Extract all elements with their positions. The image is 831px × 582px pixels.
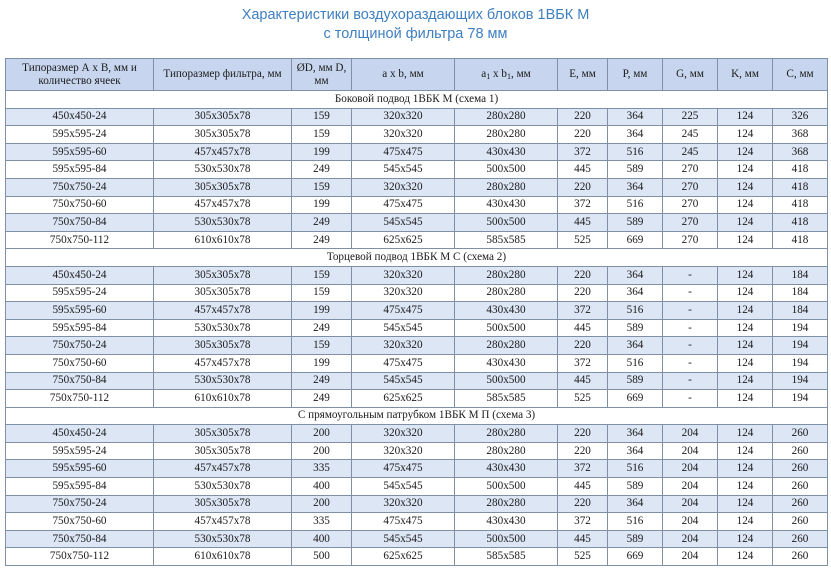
table-cell: 320х320 <box>352 284 455 302</box>
table-cell: 372 <box>558 302 608 320</box>
table-cell: 525 <box>558 231 608 249</box>
table-cell: 320х320 <box>352 178 455 196</box>
table-cell: 457х457х78 <box>154 354 292 372</box>
table-cell: 625х625 <box>352 231 455 249</box>
table-cell: 204 <box>663 513 718 531</box>
table-cell: 305х305х78 <box>154 108 292 126</box>
table-cell: 124 <box>718 425 773 443</box>
page-title-line2: с толщиной фильтра 78 мм <box>323 26 508 42</box>
table-cell: 595х595-84 <box>6 478 154 496</box>
table-cell: 589 <box>608 319 663 337</box>
table-cell: 249 <box>292 214 352 232</box>
table-cell: 418 <box>773 161 828 179</box>
table-cell: 194 <box>773 319 828 337</box>
table-cell: 305х305х78 <box>154 178 292 196</box>
header-k: K, мм <box>718 59 773 91</box>
table-cell: 445 <box>558 214 608 232</box>
table-cell: 400 <box>292 478 352 496</box>
table-cell: 124 <box>718 266 773 284</box>
table-cell: 200 <box>292 425 352 443</box>
table-cell: 220 <box>558 108 608 126</box>
table-row <box>6 161 828 179</box>
table-cell: 124 <box>718 126 773 144</box>
table-cell: 260 <box>773 530 828 548</box>
table-cell: 450х450-24 <box>6 425 154 443</box>
table-cell: 475х475 <box>352 460 455 478</box>
table-cell: 500 <box>292 548 352 566</box>
table-cell: 280х280 <box>455 495 558 513</box>
table-cell: 124 <box>718 513 773 531</box>
table-cell: 159 <box>292 284 352 302</box>
table-cell: 750х750-60 <box>6 196 154 214</box>
table-cell: 280х280 <box>455 178 558 196</box>
table-cell: 184 <box>773 266 828 284</box>
table-cell: 249 <box>292 390 352 408</box>
table-cell: 445 <box>558 319 608 337</box>
table-cell: 184 <box>773 284 828 302</box>
table-cell: 199 <box>292 143 352 161</box>
table-cell: 280х280 <box>455 442 558 460</box>
table-cell: 220 <box>558 126 608 144</box>
table-row <box>6 266 828 284</box>
table-row <box>6 108 828 126</box>
table-cell: 430х430 <box>455 143 558 161</box>
table-cell: 500х500 <box>455 530 558 548</box>
table-cell: 589 <box>608 530 663 548</box>
table-cell: 372 <box>558 460 608 478</box>
table-cell: - <box>663 266 718 284</box>
table-cell: 430х430 <box>455 460 558 478</box>
table-cell: 750х750-84 <box>6 214 154 232</box>
table-row <box>6 302 828 320</box>
table-cell: 220 <box>558 425 608 443</box>
table-cell: 625х625 <box>352 548 455 566</box>
table-cell: 220 <box>558 337 608 355</box>
table-cell: 249 <box>292 319 352 337</box>
table-cell: 124 <box>718 354 773 372</box>
table-cell: 457х457х78 <box>154 302 292 320</box>
table-cell: 124 <box>718 478 773 496</box>
table-cell: 124 <box>718 442 773 460</box>
table-row <box>6 354 828 372</box>
table-cell: 516 <box>608 143 663 161</box>
table-row <box>6 196 828 214</box>
table-cell: 335 <box>292 513 352 531</box>
table-cell: 750х750-84 <box>6 372 154 390</box>
table-cell: 750х750-84 <box>6 530 154 548</box>
table-cell: 364 <box>608 126 663 144</box>
table-cell: 418 <box>773 214 828 232</box>
table-cell: 194 <box>773 337 828 355</box>
table-cell: 124 <box>718 460 773 478</box>
table-cell: 199 <box>292 302 352 320</box>
table-cell: 450х450-24 <box>6 108 154 126</box>
table-cell: 625х625 <box>352 390 455 408</box>
table-cell: 525 <box>558 548 608 566</box>
table-cell: 159 <box>292 178 352 196</box>
table-cell: 669 <box>608 231 663 249</box>
table-row <box>6 478 828 496</box>
table-cell: 500х500 <box>455 478 558 496</box>
table-row <box>6 337 828 355</box>
table-cell: 159 <box>292 126 352 144</box>
table-cell: 450х450-24 <box>6 266 154 284</box>
table-row <box>6 495 828 513</box>
table-cell: 368 <box>773 126 828 144</box>
table-cell: 204 <box>663 548 718 566</box>
table-cell: 124 <box>718 372 773 390</box>
table-cell: - <box>663 319 718 337</box>
table-row <box>6 214 828 232</box>
header-e: E, мм <box>558 59 608 91</box>
table-cell: - <box>663 372 718 390</box>
table-cell: 260 <box>773 495 828 513</box>
table-cell: 280х280 <box>455 284 558 302</box>
table-cell: 595х595-60 <box>6 460 154 478</box>
table-cell: 457х457х78 <box>154 460 292 478</box>
table-cell: 305х305х78 <box>154 126 292 144</box>
table-cell: 245 <box>663 143 718 161</box>
table-cell: 372 <box>558 143 608 161</box>
table-cell: 364 <box>608 266 663 284</box>
table-cell: 280х280 <box>455 126 558 144</box>
table-cell: 475х475 <box>352 196 455 214</box>
table-cell: 457х457х78 <box>154 143 292 161</box>
table-cell: 585х585 <box>455 390 558 408</box>
table-cell: 545х545 <box>352 161 455 179</box>
table-cell: 500х500 <box>455 372 558 390</box>
table-cell: 220 <box>558 495 608 513</box>
table-cell: 245 <box>663 126 718 144</box>
table-cell: 475х475 <box>352 302 455 320</box>
table-cell: 372 <box>558 354 608 372</box>
table-cell: 194 <box>773 372 828 390</box>
table-cell: 368 <box>773 143 828 161</box>
table-cell: 750х750-24 <box>6 495 154 513</box>
section-row <box>6 91 828 109</box>
table-cell: 589 <box>608 161 663 179</box>
table-cell: 516 <box>608 354 663 372</box>
table-cell: 530х530х78 <box>154 478 292 496</box>
table-cell: 516 <box>608 513 663 531</box>
table-row <box>6 126 828 144</box>
table-cell: 124 <box>718 530 773 548</box>
table-cell: 124 <box>718 337 773 355</box>
section-row <box>6 249 828 267</box>
table-cell: 457х457х78 <box>154 196 292 214</box>
table-cell: 280х280 <box>455 266 558 284</box>
table-cell: 204 <box>663 442 718 460</box>
table-cell: 124 <box>718 548 773 566</box>
table-cell: 372 <box>558 513 608 531</box>
table-cell: 430х430 <box>455 302 558 320</box>
table-cell: 545х545 <box>352 319 455 337</box>
table-cell: 595х595-60 <box>6 302 154 320</box>
table-cell: 305х305х78 <box>154 442 292 460</box>
table-cell: 669 <box>608 390 663 408</box>
table-cell: 159 <box>292 337 352 355</box>
specs-table <box>5 58 828 566</box>
table-cell: 589 <box>608 214 663 232</box>
table-cell: 364 <box>608 425 663 443</box>
table-cell: 320х320 <box>352 126 455 144</box>
table-cell: 585х585 <box>455 548 558 566</box>
table-cell: 124 <box>718 284 773 302</box>
header-axb: a x b, мм <box>352 59 455 91</box>
table-cell: 418 <box>773 231 828 249</box>
table-cell: 585х585 <box>455 231 558 249</box>
table-cell: 204 <box>663 495 718 513</box>
table-cell: 124 <box>718 214 773 232</box>
section-title: Торцевой подвод 1ВБК М С (схема 2) <box>6 249 828 267</box>
table-cell: 249 <box>292 231 352 249</box>
table-cell: 159 <box>292 266 352 284</box>
table-row <box>6 442 828 460</box>
table-cell: 184 <box>773 302 828 320</box>
table-cell: 516 <box>608 196 663 214</box>
table-cell: 199 <box>292 196 352 214</box>
table-cell: 305х305х78 <box>154 266 292 284</box>
table-row <box>6 460 828 478</box>
table-cell: 500х500 <box>455 214 558 232</box>
table-cell: 204 <box>663 530 718 548</box>
table-cell: 124 <box>718 178 773 196</box>
table-cell: 280х280 <box>455 337 558 355</box>
table-cell: 260 <box>773 478 828 496</box>
table-row <box>6 372 828 390</box>
table-cell: 194 <box>773 354 828 372</box>
table-cell: 516 <box>608 302 663 320</box>
table-cell: 220 <box>558 266 608 284</box>
table-cell: 305х305х78 <box>154 425 292 443</box>
table-cell: 750х750-24 <box>6 337 154 355</box>
table-row <box>6 425 828 443</box>
table-cell: 320х320 <box>352 337 455 355</box>
table-cell: 200 <box>292 442 352 460</box>
table-cell: 326 <box>773 108 828 126</box>
header-diameter: ØD, мм D, мм <box>292 59 352 91</box>
table-cell: 595х595-84 <box>6 319 154 337</box>
table-row <box>6 143 828 161</box>
table-row <box>6 319 828 337</box>
title-block <box>0 6 831 44</box>
table-cell: - <box>663 302 718 320</box>
table-cell: 595х595-84 <box>6 161 154 179</box>
table-cell: - <box>663 354 718 372</box>
section-row <box>6 407 828 425</box>
table-cell: 418 <box>773 178 828 196</box>
table-cell: 159 <box>292 108 352 126</box>
table-cell: 669 <box>608 548 663 566</box>
table-cell: 589 <box>608 372 663 390</box>
table-cell: 610х610х78 <box>154 231 292 249</box>
table-cell: 530х530х78 <box>154 372 292 390</box>
table-cell: 610х610х78 <box>154 548 292 566</box>
table-cell: 418 <box>773 196 828 214</box>
table-cell: 500х500 <box>455 319 558 337</box>
table-cell: 225 <box>663 108 718 126</box>
table-cell: 364 <box>608 442 663 460</box>
table-cell: 199 <box>292 354 352 372</box>
table-cell: 204 <box>663 425 718 443</box>
table-cell: 750х750-60 <box>6 354 154 372</box>
table-row <box>6 178 828 196</box>
table-row <box>6 548 828 566</box>
table-cell: 545х545 <box>352 372 455 390</box>
table-cell: 305х305х78 <box>154 284 292 302</box>
table-cell: 320х320 <box>352 425 455 443</box>
table-cell: 750х750-112 <box>6 390 154 408</box>
table-cell: 364 <box>608 178 663 196</box>
table-cell: 260 <box>773 513 828 531</box>
page-title-line1: Характеристики воздухораздающих блоков 1ВБК М <box>241 7 590 23</box>
table-cell: 270 <box>663 196 718 214</box>
table-cell: 270 <box>663 231 718 249</box>
table-cell: 260 <box>773 460 828 478</box>
table-cell: 445 <box>558 372 608 390</box>
table-cell: 364 <box>608 337 663 355</box>
table-cell: 124 <box>718 302 773 320</box>
table-cell: 335 <box>292 460 352 478</box>
table-cell: 305х305х78 <box>154 337 292 355</box>
table-cell: 595х595-60 <box>6 143 154 161</box>
table-cell: 445 <box>558 530 608 548</box>
table-cell: 260 <box>773 442 828 460</box>
table-row <box>6 530 828 548</box>
table-cell: 372 <box>558 196 608 214</box>
table-cell: 204 <box>663 460 718 478</box>
section-title: С прямоугольным патрубком 1ВБК М П (схема 3) <box>6 407 828 425</box>
table-cell: 610х610х78 <box>154 390 292 408</box>
table-cell: 364 <box>608 284 663 302</box>
header-c: C, мм <box>773 59 828 91</box>
table-cell: 595х595-24 <box>6 126 154 144</box>
table-cell: 220 <box>558 284 608 302</box>
table-cell: 530х530х78 <box>154 530 292 548</box>
table-cell: 124 <box>718 196 773 214</box>
header-filter-size: Типоразмер фильтра, мм <box>154 59 292 91</box>
table-cell: 124 <box>718 495 773 513</box>
table-row <box>6 284 828 302</box>
table-row <box>6 513 828 531</box>
table-cell: 124 <box>718 319 773 337</box>
table-cell: 364 <box>608 108 663 126</box>
table-cell: 516 <box>608 460 663 478</box>
table-cell: 320х320 <box>352 495 455 513</box>
table-cell: 249 <box>292 161 352 179</box>
table-cell: 364 <box>608 495 663 513</box>
table-cell: 430х430 <box>455 513 558 531</box>
table-cell: 595х595-24 <box>6 442 154 460</box>
table-cell: 445 <box>558 161 608 179</box>
table-cell: 194 <box>773 390 828 408</box>
table-cell: 545х545 <box>352 530 455 548</box>
header-size: Типоразмер А х В, мм и количество ячеек <box>6 59 154 91</box>
table-cell: 320х320 <box>352 442 455 460</box>
table-cell: 220 <box>558 442 608 460</box>
table-cell: 430х430 <box>455 354 558 372</box>
table-cell: 530х530х78 <box>154 214 292 232</box>
table-cell: 530х530х78 <box>154 161 292 179</box>
table-cell: 750х750-24 <box>6 178 154 196</box>
table-cell: 400 <box>292 530 352 548</box>
table-row <box>6 231 828 249</box>
table-cell: 750х750-60 <box>6 513 154 531</box>
table-cell: 270 <box>663 178 718 196</box>
section-title: Боковой подвод 1ВБК М (схема 1) <box>6 91 828 109</box>
table-cell: 204 <box>663 478 718 496</box>
table-cell: 589 <box>608 478 663 496</box>
table-cell: 200 <box>292 495 352 513</box>
header-a1xb1: $a_1$ x $b_1$, мм <box>455 59 558 91</box>
table-cell: 260 <box>773 548 828 566</box>
header-row <box>6 59 828 91</box>
table-cell: 595х595-24 <box>6 284 154 302</box>
table-cell: 124 <box>718 390 773 408</box>
table-cell: 525 <box>558 390 608 408</box>
table-cell: 124 <box>718 161 773 179</box>
table-cell: 530х530х78 <box>154 319 292 337</box>
table-cell: 500х500 <box>455 161 558 179</box>
table-cell: 430х430 <box>455 196 558 214</box>
table-cell: 305х305х78 <box>154 495 292 513</box>
table-cell: 280х280 <box>455 425 558 443</box>
table-cell: 545х545 <box>352 478 455 496</box>
table-cell: 750х750-112 <box>6 548 154 566</box>
table-cell: 124 <box>718 143 773 161</box>
table-cell: 545х545 <box>352 214 455 232</box>
table-cell: - <box>663 390 718 408</box>
table-cell: 320х320 <box>352 108 455 126</box>
table-cell: 280х280 <box>455 108 558 126</box>
table-cell: 220 <box>558 178 608 196</box>
table-cell: 457х457х78 <box>154 513 292 531</box>
table-cell: 249 <box>292 372 352 390</box>
table-cell: 475х475 <box>352 143 455 161</box>
table-cell: 475х475 <box>352 513 455 531</box>
table-cell: 270 <box>663 214 718 232</box>
table-cell: 445 <box>558 478 608 496</box>
table-cell: 320х320 <box>352 266 455 284</box>
table-cell: 124 <box>718 231 773 249</box>
header-p: P, мм <box>608 59 663 91</box>
table-cell: 475х475 <box>352 354 455 372</box>
table-cell: 124 <box>718 108 773 126</box>
table-row <box>6 390 828 408</box>
header-g: G, мм <box>663 59 718 91</box>
table-cell: 260 <box>773 425 828 443</box>
table-cell: 270 <box>663 161 718 179</box>
table-cell: - <box>663 337 718 355</box>
table-cell: 750х750-112 <box>6 231 154 249</box>
table-cell: - <box>663 284 718 302</box>
